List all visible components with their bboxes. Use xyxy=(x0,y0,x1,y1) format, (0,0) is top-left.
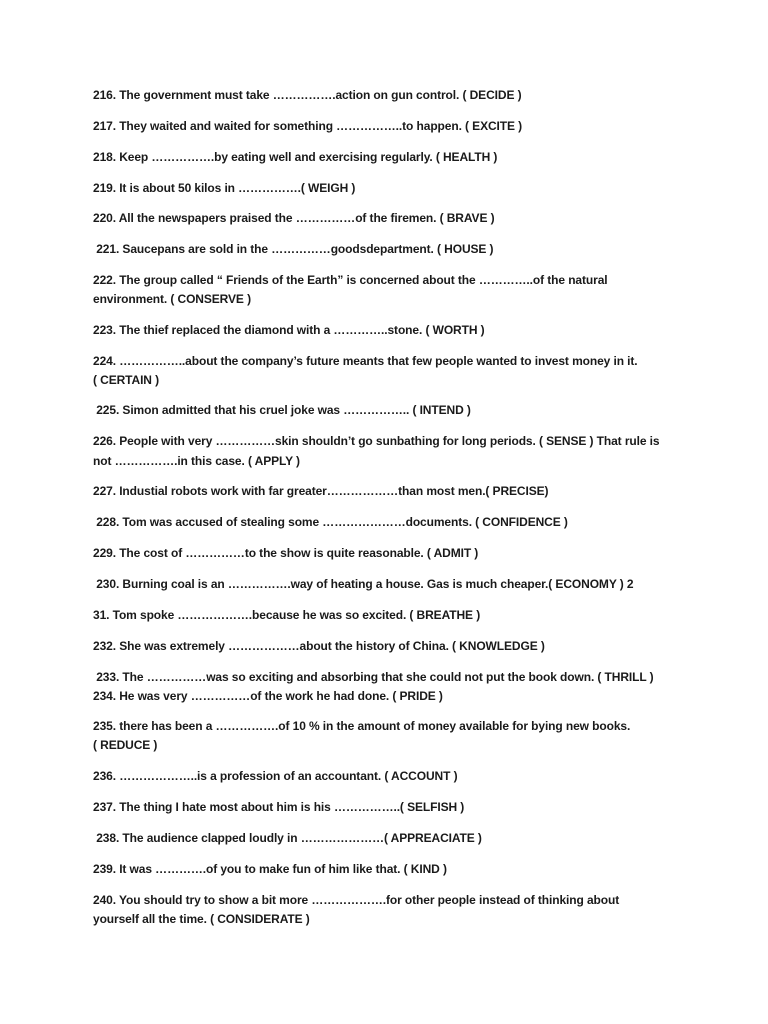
text-line: 230. Burning coal is an …………….way of heating a house. Gas is much cheaper.( ECONOMY ) 2 xyxy=(93,577,634,591)
text-line: environment. ( CONSERVE ) xyxy=(93,292,251,306)
text-line: 217. They waited and waited for something ……………..to happen. ( EXCITE ) xyxy=(93,119,523,133)
text-line: 240. You should try to show a bit more ……………….for other people instead of thinking about xyxy=(93,893,620,907)
text-line: 235. there has been a …………….of 10 % in the amount of money available for bying new books. xyxy=(93,719,631,733)
text-line: 238. The audience clapped loudly in …………………( APPREACIATE ) xyxy=(93,831,482,845)
text-line: 223. The thief replaced the diamond with a …………..stone. ( WORTH ) xyxy=(93,323,485,337)
text-line: ( CERTAIN ) xyxy=(93,373,160,387)
text-line: yourself all the time. ( CONSIDERATE ) xyxy=(93,912,310,926)
text-line: 220. All the newspapers praised the ……………of the firemen. ( BRAVE ) xyxy=(93,211,495,225)
text-line: 234. He was very ……………of the work he had done. ( PRIDE ) xyxy=(93,689,443,703)
text-line: 31. Tom spoke ……………….because he was so excited. ( BREATHE ) xyxy=(93,608,481,622)
text-line: 221. Saucepans are sold in the ……………goodsdepartment. ( HOUSE ) xyxy=(93,242,494,256)
text-line: 216. The government must take …………….action on gun control. ( DECIDE ) xyxy=(93,88,522,102)
text-line: ( REDUCE ) xyxy=(93,738,158,752)
text-line: 236. ………………..is a profession of an accountant. ( ACCOUNT ) xyxy=(93,769,458,783)
text-line: 225. Simon admitted that his cruel joke was …………….. ( INTEND ) xyxy=(93,403,471,417)
text-line: 219. It is about 50 kilos in …………….( WEIGH ) xyxy=(93,181,356,195)
text-line: 237. The thing I hate most about him is his ……………..( SELFISH ) xyxy=(93,800,465,814)
text-line: 232. She was extremely ………………about the history of China. ( KNOWLEDGE ) xyxy=(93,639,545,653)
text-line: 222. The group called “ Friends of the Earth” is concerned about the …………..of the natural xyxy=(93,273,608,287)
text-line: 229. The cost of ……………to the show is quite reasonable. ( ADMIT ) xyxy=(93,546,479,560)
text-line: 227. Industial robots work with far greater………………than most men.( PRECISE) xyxy=(93,484,549,498)
text-line: 218. Keep …………….by eating well and exercising regularly. ( HEALTH ) xyxy=(93,150,498,164)
text-line: 226. People with very ……………skin shouldn’t go sunbathing for long periods. ( SENSE ) That rule is xyxy=(93,434,660,448)
text-line: 233. The ……………was so exciting and absorbing that she could not put the book down. ( THRILL ) xyxy=(93,670,654,684)
text-line: 224. ……………..about the company’s future meants that few people wanted to invest money in it. xyxy=(93,354,638,368)
text-line: 239. It was ………….of you to make fun of him like that. ( KIND ) xyxy=(93,862,447,876)
text-line: 228. Tom was accused of stealing some …………………documents. ( CONFIDENCE ) xyxy=(93,515,568,529)
text-line: not …………….in this case. ( APPLY ) xyxy=(93,454,300,468)
